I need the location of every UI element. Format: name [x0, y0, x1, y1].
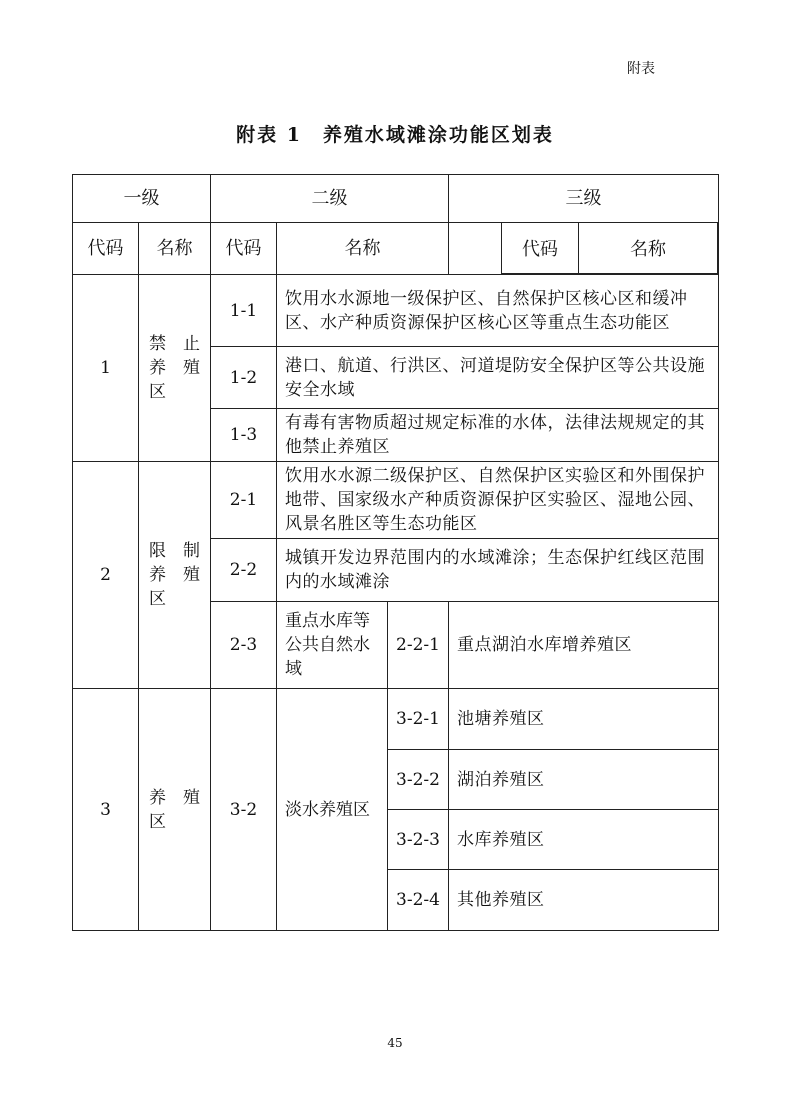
l2-name: 重点水库等公共自然水域	[277, 602, 388, 689]
col-header-l1-code: 代码	[73, 223, 139, 275]
l3-code: 2-2-1	[388, 602, 449, 689]
l2-code: 1-2	[211, 347, 277, 409]
l2-code: 2-1	[211, 462, 277, 539]
l2-name: 港口、航道、行洪区、河道堤防安全保护区等公共设施安全水域	[277, 347, 719, 409]
col-header-l2-code: 代码	[211, 223, 277, 275]
l1-code: 3	[73, 689, 139, 931]
l2-name: 饮用水水源地一级保护区、自然保护区核心区和缓冲区、水产种质资源保护区核心区等重点生态功能区	[277, 275, 719, 347]
l3-name: 重点湖泊水库增养殖区	[449, 602, 719, 689]
col-header-l2-name: 名称	[277, 223, 449, 275]
l1-name: 禁 止 养 殖 区	[139, 275, 211, 462]
l1-name: 养 殖 区	[139, 689, 211, 931]
level-header-row	[73, 175, 719, 223]
l3-code: 3-2-1	[388, 689, 449, 750]
l2-code: 1-3	[211, 409, 277, 462]
l2-name: 有毒有害物质超过规定标准的水体，法律法规规定的其他禁止养殖区	[277, 409, 719, 462]
l3-name: 池塘养殖区	[449, 689, 719, 750]
l2-code: 3-2	[211, 689, 277, 931]
l1-code: 1	[73, 275, 139, 462]
level-3-header: 三级	[449, 175, 719, 223]
l3-code: 3-2-3	[388, 810, 449, 870]
page-number: 45	[387, 1036, 403, 1050]
col-header-l1-name: 名称	[139, 223, 211, 275]
l3-header-overlay	[501, 223, 718, 274]
l3-code: 3-2-2	[388, 750, 449, 810]
l3-name: 湖泊养殖区	[449, 750, 719, 810]
level-2-header: 二级	[211, 175, 449, 223]
table-row	[73, 462, 719, 539]
l1-code: 2	[73, 462, 139, 689]
table-row	[73, 689, 719, 750]
table-row	[73, 275, 719, 347]
appendix-label: 附表	[627, 61, 655, 77]
l2-name: 城镇开发边界范围内的水域滩涂；生态保护红线区范围内的水域滩涂	[277, 539, 719, 602]
l2-name: 饮用水水源二级保护区、自然保护区实验区和外围保护地带、国家级水产种质资源保护区实验区、湿地公园、风景名胜区等生态功能区	[277, 462, 719, 539]
col-header-l3-code: 代码	[501, 223, 578, 273]
l2-code: 2-2	[211, 539, 277, 602]
l3-name: 其他养殖区	[449, 870, 719, 931]
table-title: 附表 1 养殖水域滩涂功能区划表	[236, 124, 554, 146]
l2-name: 淡水养殖区	[277, 689, 388, 931]
col-header-l3-name: 名称	[578, 223, 717, 273]
level-1-header: 一级	[73, 175, 211, 223]
l2-code: 1-1	[211, 275, 277, 347]
l2-code: 2-3	[211, 602, 277, 689]
l3-code: 3-2-4	[388, 870, 449, 931]
zoning-table-body	[72, 274, 719, 931]
l1-name: 限 制 养 殖 区	[139, 462, 211, 689]
l3-name: 水库养殖区	[449, 810, 719, 870]
